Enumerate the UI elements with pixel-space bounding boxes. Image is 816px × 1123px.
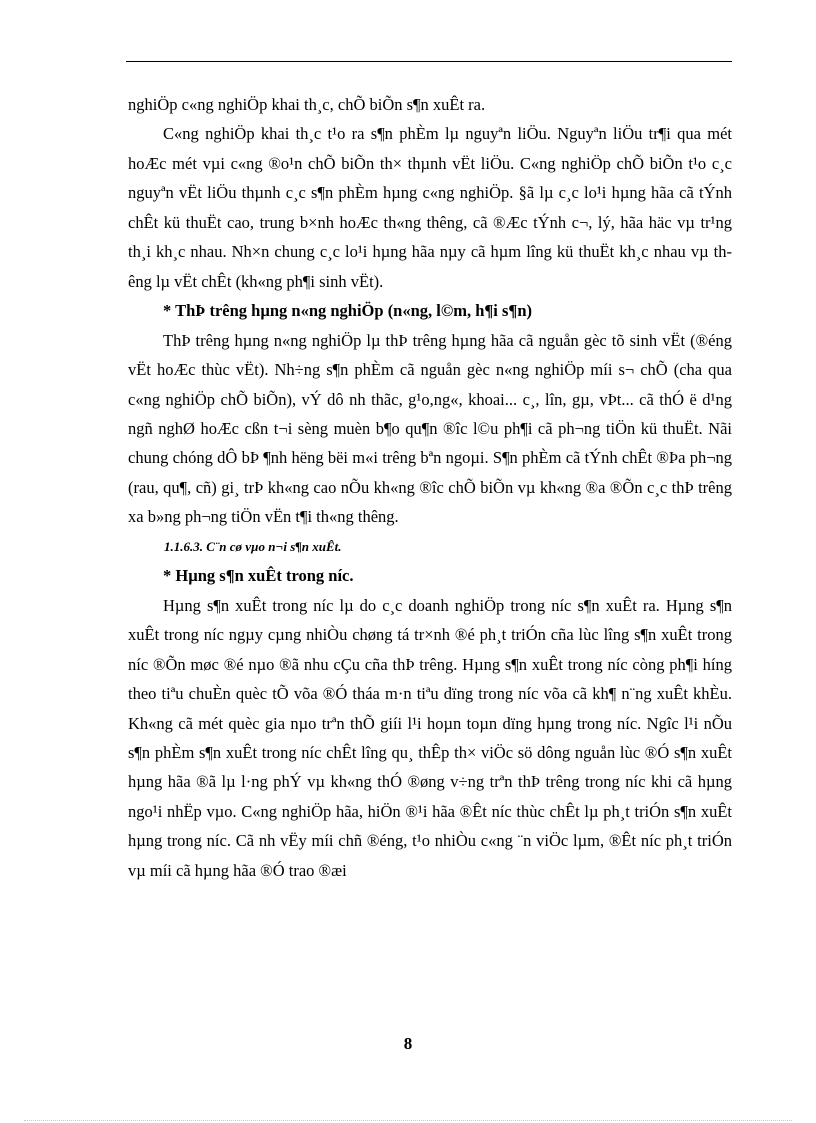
- heading-agricultural-market: * ThÞ trêng hµng n«ng nghiÖp (n«ng, l©m, h¶i s¶n): [163, 301, 532, 321]
- heading-domestic-goods: * Hµng s¶n xuÊt trong níc.: [163, 566, 354, 586]
- body-text: [128, 90, 732, 885]
- page-bottom-edge: [24, 1120, 792, 1121]
- paragraph-agricultural-market: ThÞ trêng hµng n«ng nghiÖp lµ thÞ trêng hµng hãa cã nguån gèc tõ sinh vËt (®éng vËt hoÆc thùc vËt). Nh÷ng s¶n phÈm cã nguån gèc n«ng nghiÖp míi s¬ chÕ (cha qua c«ng nghiÖp chÕ biÕn), vÝ dô nh thãc, g¹o,ng«, khoai... c¸, lîn, gµ, vÞt... cã thÓ ë d¹ng ngñ nghØ hoÆc cßn t¬i sèng muèn b¶o qu¶n ®îc l©u ph¶i cã ph¬ng tiÖn kü thuËt. Nãi chung chóng dÔ bÞ ¶nh hëng bëi m«i trêng bªn ngoµi. S¶n phÈm cã tÝnh chÊt ®Þa ph¬ng (rau, qu¶, cñ) gi¸ trÞ kh«ng cao nÕu kh«ng ®îc chÕ biÕn vµ kh«ng ®a ®Õn c¸c thÞ trêng xa b»ng ph¬ng tiÖn vËn t¶i th«ng thêng.: [128, 330, 732, 527]
- header-rule: [126, 61, 732, 62]
- paragraph-industrial-mining: C«ng nghiÖp khai th¸c t¹o ra s¶n phÈm lµ nguyªn liÖu. Nguyªn liÖu tr¶i qua mét hoÆc mét vµi c«ng ®o¹n chÕ biÕn th× thµnh vËt liÖu. C«ng nghiÖp chÕ biÕn t¹o c¸c nguyªn vËt liÖu thµnh c¸c s¶n phÈm hµng c«ng nghiÖp. §ã lµ c¸c lo¹i hµng hãa cã tÝnh chÊt kü thuËt cao, trung b×nh hoÆc th«ng thêng, cã ®Æc tÝnh c¬, lý, hãa häc vµ tr¹ng th¸i kh¸c nhau. Nh×n chung c¸c lo¹i hµng hãa nµy cã hµm lîng kü thuËt kh¸c nhau vµ thêng lµ vËt chÊt (kh«ng ph¶i sinh vËt).: [128, 124, 732, 291]
- paragraph-domestic-goods: Hµng s¶n xuÊt trong níc lµ do c¸c doanh nghiÖp trong níc s¶n xuÊt ra. Hµng s¶n xuÊt trong níc ngµy cµng nhiÒu chøng tá tr×nh ®é ph¸t triÓn cña lùc lîng s¶n xuÊt trong níc ®Õn møc ®é nµo ®ã nhu cÇu cña thÞ trêng. Hµng s¶n xuÊt trong níc còng ph¶i híng theo tiªu chuÈn quèc tÕ võa ®Ó tháa m·n tiªu dïng trong níc võa cã kh¶ n¨ng xuÊt khÈu. Kh«ng cã mét quèc gia nµo trªn thÕ giíi l¹i hoµn toµn dïng hµng trong níc. Ngîc l¹i nÕu s¶n phÈm s¶n xuÊt trong níc chÊt lîng qu¸ thÊp th× viÖc sö dông nguån lùc ®Ó s¶n xuÊt hµng hãa ®ã lµ l·ng phÝ vµ kh«ng thÓ ®øng v÷ng trªn thÞ trêng trong níc khi cã hµng ngo¹i nhËp vµo. C«ng nghiÖp hãa, hiÖn ®¹i hãa ®Êt níc thùc chÊt lµ ph¸t triÓn s¶n xuÊt hµng trong níc. Cã nh vËy míi chñ ®éng, t¹o nhiÒu c«ng ¨n viÖc lµm, ®Êt níc ph¸t triÓn vµ míi cã hµng hãa ®Ó trao ®æi: [128, 595, 732, 880]
- section-heading-1-1-6-3: 1.1.6.3. C¨n cø vµo n¬i s¶n xuÊt.: [164, 538, 342, 554]
- page-number: 8: [403, 1034, 413, 1053]
- paragraph-continuation: nghiÖp c«ng nghiÖp khai th¸c, chÕ biÕn s¶n xuÊt ra.: [128, 95, 486, 114]
